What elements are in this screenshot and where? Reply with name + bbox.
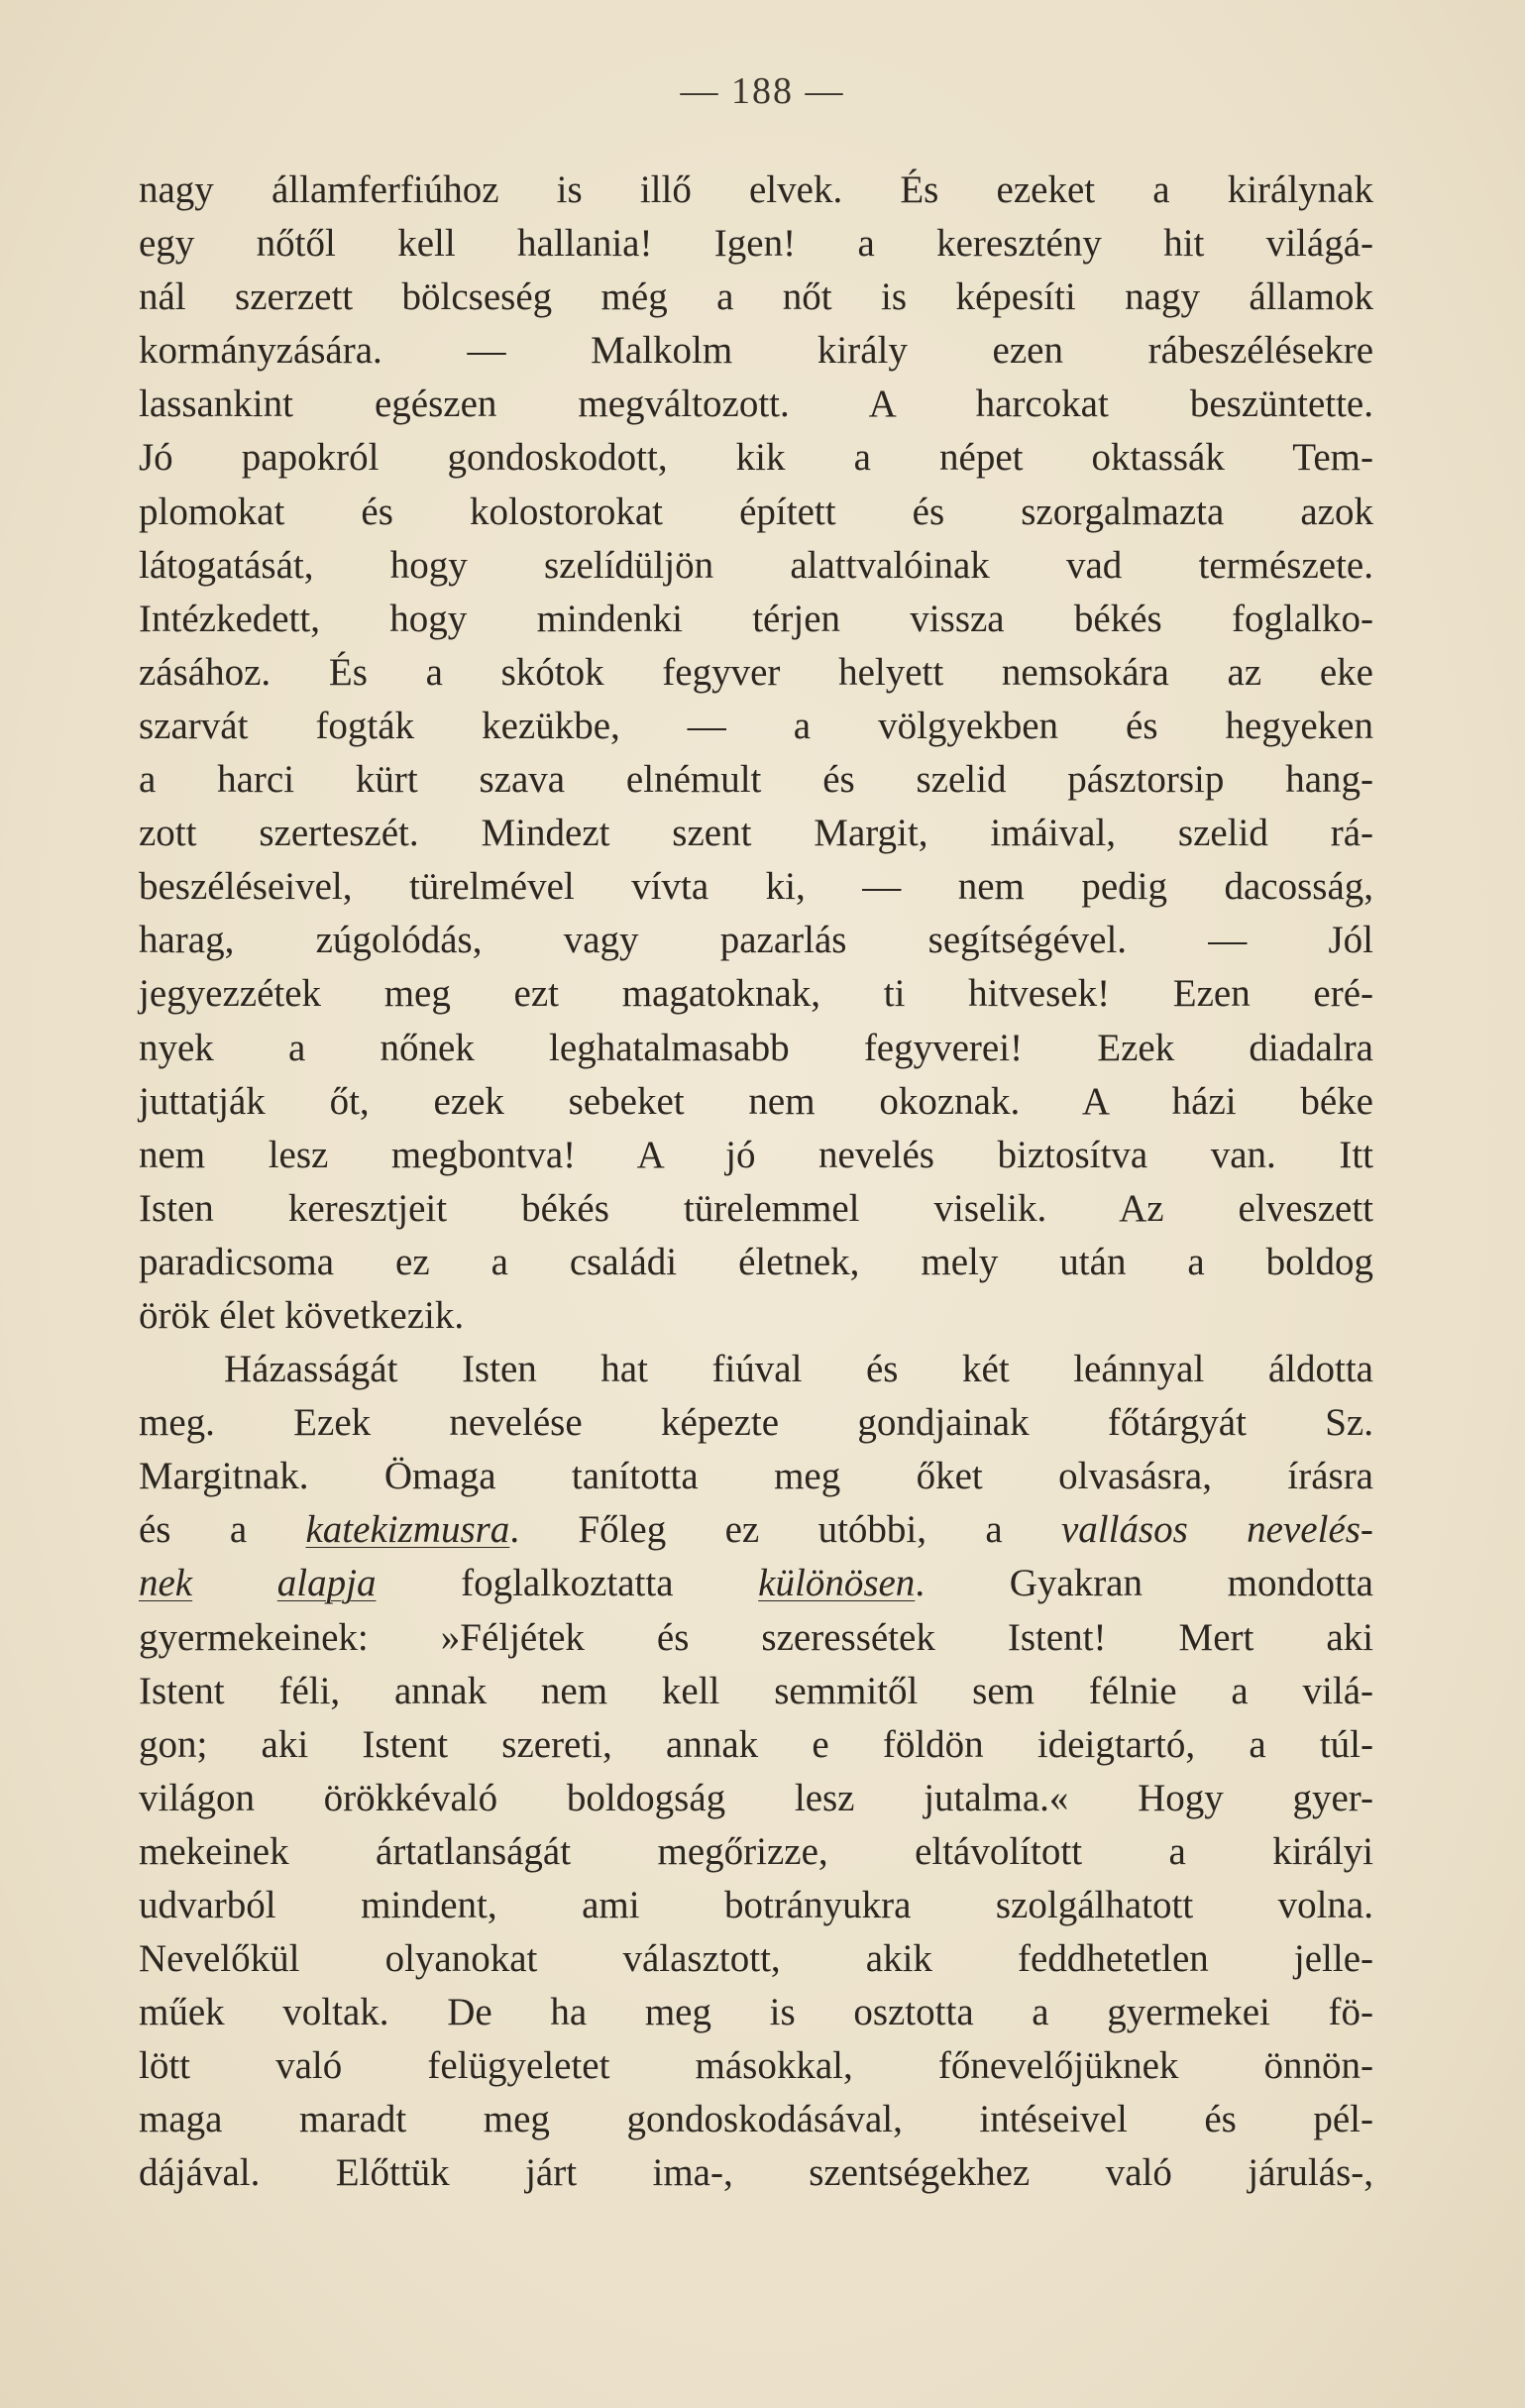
text-segment: utóbbi, bbox=[817, 1508, 926, 1552]
word bbox=[277, 1557, 377, 1610]
word bbox=[578, 1503, 666, 1557]
text-line: egy nőtől kell hallania! Igen! a keresztény hit világá- bbox=[139, 222, 1373, 266]
word bbox=[461, 1557, 673, 1610]
text-segment: Gyakran bbox=[1009, 1562, 1143, 1605]
text-line: nem lesz megbontva! A jó nevelés biztosítva van. Itt bbox=[139, 1133, 1373, 1176]
text-line: világon örökkévaló boldogság lesz jutalma.« Hogy gyer- bbox=[139, 1776, 1373, 1819]
text-line: maga maradt meg gondoskodásával, intéseivel és pél- bbox=[139, 2098, 1373, 2141]
text-line: harag, zúgolódás, vagy pazarlás segítségével. — Jól bbox=[139, 919, 1373, 962]
text-line: udvarból mindent, ami botrányukra szolgálhatott volna. bbox=[139, 1884, 1373, 1926]
text-line: a harci kürt szava elnémult és szelid pásztorsip hang- bbox=[139, 758, 1373, 802]
text-line: gyermekeinek: »Féljétek és szeressétek Istent! Mert aki bbox=[139, 1615, 1373, 1659]
text-segment: ez bbox=[724, 1508, 760, 1552]
text-line: zott szerteszét. Mindezt szent Margit, imáival, szelid rá- bbox=[139, 812, 1373, 855]
word bbox=[758, 1557, 925, 1610]
text-segment: a bbox=[985, 1508, 1003, 1552]
word bbox=[230, 1503, 247, 1557]
text-line: gon; aki Istent szereti, annak e földön ideigtartó, a túl- bbox=[139, 1722, 1373, 1766]
italic-emphasis: nek bbox=[139, 1562, 193, 1605]
text-line: Jó papokról gondoskodott, kik a népet oktassák Tem- bbox=[139, 436, 1373, 480]
text-line: lött való felügyeletet másokkal, főnevelőjüknek önnön- bbox=[139, 2044, 1373, 2088]
text-line: mekeinek ártatlanságát megőrizze, eltávolított a királyi bbox=[139, 1829, 1373, 1873]
text-line: zásához. És a skótok fegyver helyett nemsokára az eke bbox=[139, 650, 1373, 694]
word bbox=[139, 1503, 171, 1557]
text-line: jegyezzétek meg ezt magatoknak, ti hitvesek! Ezen eré- bbox=[139, 972, 1373, 1016]
italic-emphasis: különösen bbox=[758, 1562, 916, 1605]
text-line: műek voltak. De ha meg is osztotta a gyermekei fö- bbox=[139, 1991, 1373, 2034]
text-line-italic-mixed bbox=[139, 1557, 1373, 1610]
text-segment: a bbox=[229, 1508, 248, 1552]
word bbox=[818, 1503, 926, 1557]
text-segment: . bbox=[509, 1508, 520, 1552]
text-segment: Főleg bbox=[578, 1508, 667, 1552]
text-segment: . bbox=[915, 1562, 926, 1605]
text-line: dájával. Előttük járt ima-, szentségekhez való járulás-, bbox=[139, 2151, 1373, 2195]
word bbox=[725, 1503, 760, 1557]
paragraph-1 bbox=[139, 164, 1373, 1343]
paragraph-2 bbox=[139, 1343, 1373, 2201]
italic-emphasis: alapja bbox=[276, 1562, 377, 1605]
body-text bbox=[139, 164, 1373, 2201]
word bbox=[139, 1557, 192, 1610]
text-line: Isten keresztjeit békés türelemmel viselik. Az elveszett bbox=[139, 1186, 1373, 1230]
text-line: örök élet következik. bbox=[139, 1293, 465, 1337]
italic-emphasis: vallásos bbox=[1060, 1508, 1188, 1552]
text-line: beszéléseivel, türelmével vívta ki, — nem pedig dacosság, bbox=[139, 865, 1373, 909]
text-line: látogatását, hogy szelídüljön alattvalóinak vad természete. bbox=[139, 543, 1373, 587]
word bbox=[306, 1503, 520, 1557]
text-line: Nevelőkül olyanokat választott, akik feddhetetlen jelle- bbox=[139, 1937, 1373, 1981]
text-line: nyek a nőnek leghatalmasabb fegyverei! Ezek diadalra bbox=[139, 1026, 1373, 1069]
word bbox=[1228, 1557, 1373, 1610]
text-line: meg. Ezek nevelése képezte gondjainak főtárgyát Sz. bbox=[139, 1401, 1373, 1445]
text-line: kormányzására. — Malkolm király ezen rábeszélésekre bbox=[139, 329, 1373, 373]
text-segment: foglalkoztatta bbox=[461, 1562, 674, 1605]
text-line-italic-mixed bbox=[139, 1503, 1373, 1557]
text-line: plomokat és kolostorokat épített és szorgalmazta azok bbox=[139, 490, 1373, 533]
text-line: Istent féli, annak nem kell semmitől sem félnie a vilá- bbox=[139, 1669, 1373, 1712]
text-line: juttatják őt, ezek sebeket nem okoznak. A házi béke bbox=[139, 1079, 1373, 1123]
text-line: paradicsoma ez a családi életnek, mely után a boldog bbox=[139, 1240, 1373, 1283]
text-line: Házasságát Isten hat fiúval és két leánnyal áldotta bbox=[224, 1348, 1373, 1391]
word bbox=[985, 1503, 1002, 1557]
word bbox=[1010, 1557, 1143, 1610]
text-line: lassankint egészen megváltozott. A harcokat beszüntette. bbox=[139, 383, 1373, 426]
text-segment: mondotta bbox=[1227, 1562, 1373, 1605]
text-line: szarvát fogták kezükbe, — a völgyekben és hegyeken bbox=[139, 704, 1373, 747]
word bbox=[1247, 1503, 1373, 1557]
text-line: nál szerzett bölcseség még a nőt is képesíti nagy államok bbox=[139, 275, 1373, 319]
text-line: Margitnak. Ömaga tanította meg őket olvasásra, írásra bbox=[139, 1455, 1373, 1498]
page-number: — 188 — bbox=[680, 70, 845, 112]
italic-emphasis: nevelés- bbox=[1247, 1508, 1373, 1552]
text-line: Intézkedett, hogy mindenki térjen vissza békés foglalko- bbox=[139, 597, 1373, 640]
word bbox=[1061, 1503, 1188, 1557]
text-line: nagy államferfiúhoz is illő elvek. És ezeket a királynak bbox=[139, 168, 1373, 211]
italic-emphasis: katekizmusra bbox=[305, 1508, 510, 1552]
text-segment: és bbox=[139, 1508, 171, 1552]
